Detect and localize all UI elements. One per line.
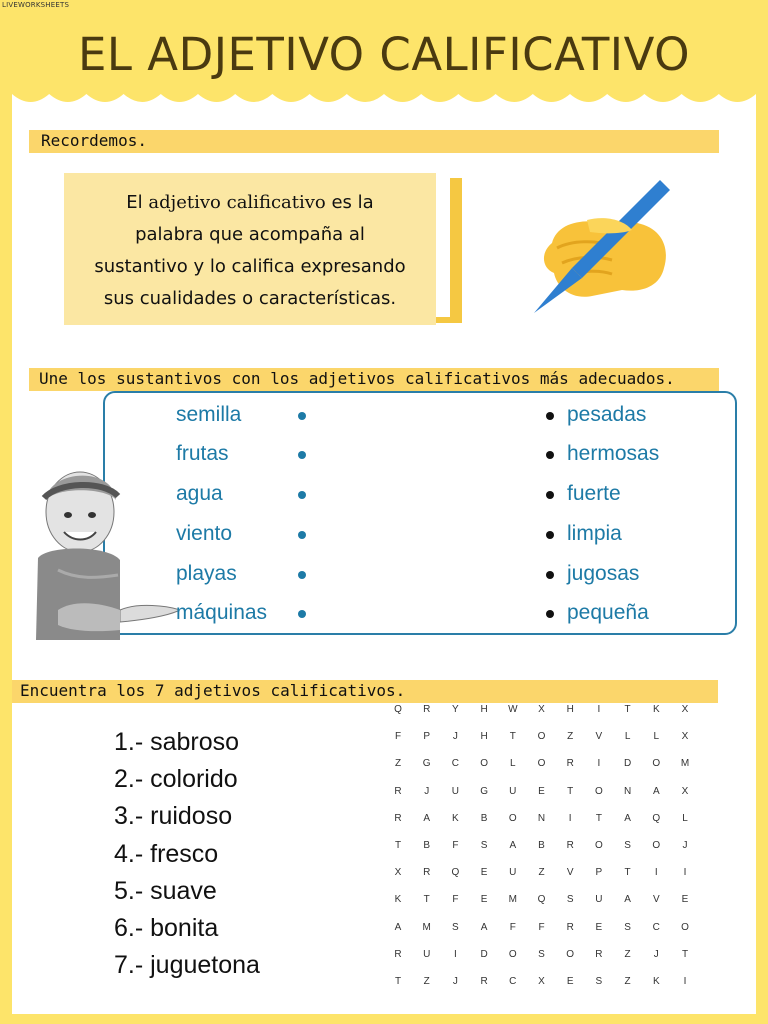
grid-letter[interactable]: J	[452, 731, 458, 743]
definition-segment: sus cualidades o características.	[103, 288, 397, 309]
definition-line	[64, 219, 436, 251]
grid-letter[interactable]: O	[508, 948, 517, 960]
grid-letter[interactable]: R	[423, 704, 431, 715]
adjective-word: pequeña	[567, 601, 649, 624]
adjective-connector-dot[interactable]	[546, 571, 554, 579]
grid-letter[interactable]: A	[624, 894, 631, 906]
grid-letter[interactable]: G	[422, 758, 431, 770]
adjective-word: hermosas	[567, 442, 660, 465]
grid-letter[interactable]: I	[568, 812, 572, 824]
grid-letter[interactable]: K	[652, 704, 660, 715]
word-list-item: 6.- bonita	[114, 914, 219, 942]
grid-letter[interactable]: T	[394, 976, 402, 987]
grid-letter[interactable]: M	[680, 758, 690, 770]
grid-letter[interactable]: Q	[394, 704, 402, 715]
grid-letter[interactable]: T	[567, 785, 574, 797]
grid-letter[interactable]: P	[595, 867, 603, 879]
grid-letter[interactable]: M	[422, 921, 431, 933]
grid-letter[interactable]: R	[566, 921, 574, 933]
grid-letter[interactable]: Z	[567, 731, 574, 743]
grid-letter[interactable]: J	[424, 785, 430, 797]
child-pointing-illustration	[28, 460, 178, 645]
section-heading-recordemos: Recordemos.	[29, 130, 719, 153]
grid-letter[interactable]: O	[652, 840, 661, 851]
grid-letter[interactable]: R	[423, 867, 431, 879]
grid-letter[interactable]: O	[595, 785, 603, 797]
definition-segment: sustantivo y lo califica expresando	[94, 256, 406, 277]
grid-letter[interactable]: Z	[538, 867, 545, 879]
grid-letter[interactable]: B	[480, 812, 488, 824]
grid-letter[interactable]: U	[509, 867, 517, 879]
grid-letter[interactable]: A	[652, 785, 660, 797]
grid-letter[interactable]: J	[452, 976, 458, 987]
definition-line	[64, 251, 436, 283]
worksheet-paper	[12, 88, 756, 1014]
noun-connector-dot[interactable]	[298, 491, 306, 499]
grid-letter[interactable]: N	[623, 785, 632, 797]
matching-exercise	[103, 391, 737, 635]
word-list-item: 2.- colorido	[114, 765, 238, 794]
section-heading-une: Une los sustantivos con los adjetivos calificativos más adecuados.	[29, 368, 719, 391]
grid-letter[interactable]: C	[451, 758, 459, 770]
grid-letter[interactable]: O	[480, 758, 488, 770]
noun-connector-dot[interactable]	[298, 412, 306, 420]
grid-letter[interactable]: X	[394, 867, 402, 879]
word-list-item: 5.- suave	[114, 876, 217, 905]
noun-word: máquinas	[176, 601, 268, 624]
grid-letter[interactable]: C	[509, 976, 517, 987]
grid-letter[interactable]: U	[595, 894, 603, 906]
definition-box	[64, 173, 436, 325]
grid-letter[interactable]: J	[653, 948, 659, 960]
grid-letter[interactable]: O	[652, 758, 661, 770]
grid-letter[interactable]: R	[394, 812, 402, 824]
grid-letter[interactable]: R	[566, 840, 574, 851]
grid-letter[interactable]: F	[452, 840, 459, 851]
grid-letter[interactable]: A	[394, 921, 402, 933]
grid-letter[interactable]: E	[480, 867, 488, 879]
grid-letter[interactable]: T	[624, 867, 631, 879]
grid-letter[interactable]: M	[508, 894, 517, 906]
grid-letter[interactable]: F	[538, 921, 545, 933]
adjective-connector-dot[interactable]	[546, 491, 554, 499]
grid-letter[interactable]: U	[423, 948, 431, 960]
grid-letter[interactable]: Z	[624, 948, 631, 960]
grid-letter[interactable]: A	[480, 921, 488, 933]
grid-letter[interactable]: Q	[652, 812, 661, 824]
grid-letter[interactable]: I	[597, 704, 601, 715]
definition-segment: El	[126, 192, 149, 213]
adjective-connector-dot[interactable]	[546, 412, 554, 420]
grid-letter[interactable]: V	[652, 894, 660, 906]
grid-letter[interactable]: R	[394, 948, 402, 960]
grid-letter[interactable]: P	[423, 731, 431, 743]
grid-letter[interactable]: Q	[537, 894, 546, 906]
grid-letter[interactable]: A	[423, 812, 431, 824]
grid-letter[interactable]: S	[595, 976, 603, 987]
grid-letter[interactable]: E	[681, 894, 689, 906]
grid-letter[interactable]: A	[509, 840, 517, 851]
grid-letter[interactable]: H	[480, 731, 488, 743]
grid-letter[interactable]: X	[681, 731, 689, 743]
word-list-item: 4.- fresco	[114, 839, 219, 868]
grid-letter[interactable]: Z	[394, 758, 402, 770]
noun-word: frutas	[176, 442, 229, 465]
grid-letter[interactable]: E	[595, 921, 603, 933]
top-label: LIVEWORKSHEETS	[2, 1, 70, 9]
grid-letter[interactable]: Y	[452, 704, 459, 715]
grid-letter[interactable]: O	[595, 840, 603, 851]
grid-letter[interactable]: O	[508, 812, 517, 824]
grid-letter[interactable]: R	[394, 785, 402, 797]
page-title: EL ADJETIVO CALIFICATIVO	[77, 28, 690, 81]
grid-letter[interactable]: F	[394, 731, 402, 743]
noun-connector-dot[interactable]	[298, 571, 306, 579]
adjective-word: jugosas	[567, 562, 640, 585]
word-list-item: 1.- sabroso	[114, 728, 240, 756]
noun-word: playas	[176, 562, 237, 585]
grid-letter[interactable]: S	[480, 840, 488, 851]
writing-hand-icon	[512, 168, 672, 318]
grid-letter[interactable]: R	[595, 948, 603, 960]
grid-letter[interactable]: E	[538, 785, 545, 797]
grid-letter[interactable]: K	[394, 894, 402, 906]
noun-word: agua	[176, 482, 223, 505]
grid-letter[interactable]: Z	[423, 976, 430, 987]
grid-letter[interactable]: R	[566, 758, 574, 770]
grid-letter[interactable]: Z	[624, 976, 631, 987]
noun-connector-dot[interactable]	[298, 531, 306, 539]
grid-letter[interactable]: X	[538, 704, 545, 715]
noun-word: viento	[176, 522, 233, 545]
grid-letter[interactable]: L	[682, 812, 688, 824]
grid-letter[interactable]: O	[537, 731, 546, 743]
scallop-border	[12, 88, 756, 118]
noun-connector-dot[interactable]	[298, 610, 306, 618]
grid-letter[interactable]: B	[423, 840, 431, 851]
grid-letter[interactable]: R	[480, 976, 488, 987]
word-list-item: 3.- ruidoso	[114, 802, 233, 831]
grid-letter[interactable]: W	[508, 704, 518, 715]
grid-letter[interactable]: S	[624, 840, 631, 851]
grid-letter[interactable]: C	[652, 921, 660, 933]
grid-letter[interactable]: F	[452, 894, 459, 906]
grid-letter[interactable]: D	[480, 948, 488, 960]
grid-letter[interactable]: L	[624, 731, 631, 743]
adjective-word: fuerte	[567, 482, 621, 505]
grid-letter[interactable]: B	[538, 840, 545, 851]
grid-letter[interactable]: Q	[451, 867, 460, 879]
definition-line	[64, 283, 436, 315]
grid-letter[interactable]: G	[480, 785, 488, 797]
adjective-connector-dot[interactable]	[546, 451, 554, 459]
grid-letter[interactable]: N	[537, 812, 546, 824]
grid-letter[interactable]: A	[624, 812, 631, 824]
word-list-item: 7.- juguetona	[114, 951, 260, 980]
grid-letter[interactable]: I	[683, 867, 687, 879]
grid-letter[interactable]: T	[595, 812, 602, 824]
grid-letter[interactable]: E	[480, 894, 488, 906]
grid-letter[interactable]: U	[451, 785, 459, 797]
grid-letter[interactable]: H	[566, 704, 574, 715]
grid-letter[interactable]: T	[423, 894, 430, 906]
grid-letter[interactable]: X	[681, 704, 689, 715]
grid-letter[interactable]: O	[566, 948, 575, 960]
grid-letter[interactable]: S	[566, 894, 574, 906]
grid-letter[interactable]: J	[682, 840, 688, 851]
grid-letter[interactable]: K	[652, 976, 660, 987]
grid-letter[interactable]: V	[566, 867, 574, 879]
definition-line	[64, 187, 436, 219]
grid-letter[interactable]: O	[537, 758, 546, 770]
noun-word: semilla	[176, 403, 242, 426]
grid-letter[interactable]: S	[624, 921, 631, 933]
grid-letter[interactable]: O	[681, 921, 689, 933]
grid-letter[interactable]: X	[681, 785, 689, 797]
grid-letter[interactable]: L	[653, 731, 660, 743]
definition-text	[64, 187, 436, 315]
grid-letter[interactable]: E	[566, 976, 574, 987]
definition-segment: es la	[325, 192, 374, 213]
grid-letter[interactable]: S	[452, 921, 459, 933]
grid-letter[interactable]: D	[623, 758, 632, 770]
grid-letter[interactable]: I	[683, 976, 687, 987]
grid-letter[interactable]: T	[624, 704, 631, 715]
grid-letter[interactable]: K	[452, 812, 459, 824]
definition-segment: palabra que acompaña al	[135, 224, 365, 245]
grid-letter[interactable]: T	[394, 840, 402, 851]
grid-letter[interactable]: T	[681, 948, 689, 960]
grid-letter[interactable]: U	[509, 785, 517, 797]
adjective-word: pesadas	[567, 403, 647, 426]
adjective-connector-dot[interactable]	[546, 531, 554, 539]
grid-letter[interactable]: I	[597, 758, 601, 770]
adjective-connector-dot[interactable]	[546, 610, 554, 618]
grid-letter[interactable]: H	[480, 704, 488, 715]
definition-segment: adjetivo calificativo	[148, 192, 326, 213]
section-heading-encuentra: Encuentra los 7 adjetivos calificativos.	[12, 680, 718, 703]
grid-letter[interactable]: T	[509, 731, 516, 743]
grid-letter[interactable]: S	[538, 948, 545, 960]
grid-letter[interactable]: V	[595, 731, 603, 743]
grid-letter[interactable]: F	[509, 921, 516, 933]
grid-letter[interactable]: I	[654, 867, 658, 879]
grid-letter[interactable]: I	[454, 948, 457, 960]
grid-letter[interactable]: L	[510, 758, 516, 770]
adjective-word: limpia	[567, 522, 622, 545]
noun-connector-dot[interactable]	[298, 451, 306, 459]
grid-letter[interactable]: X	[538, 976, 545, 987]
